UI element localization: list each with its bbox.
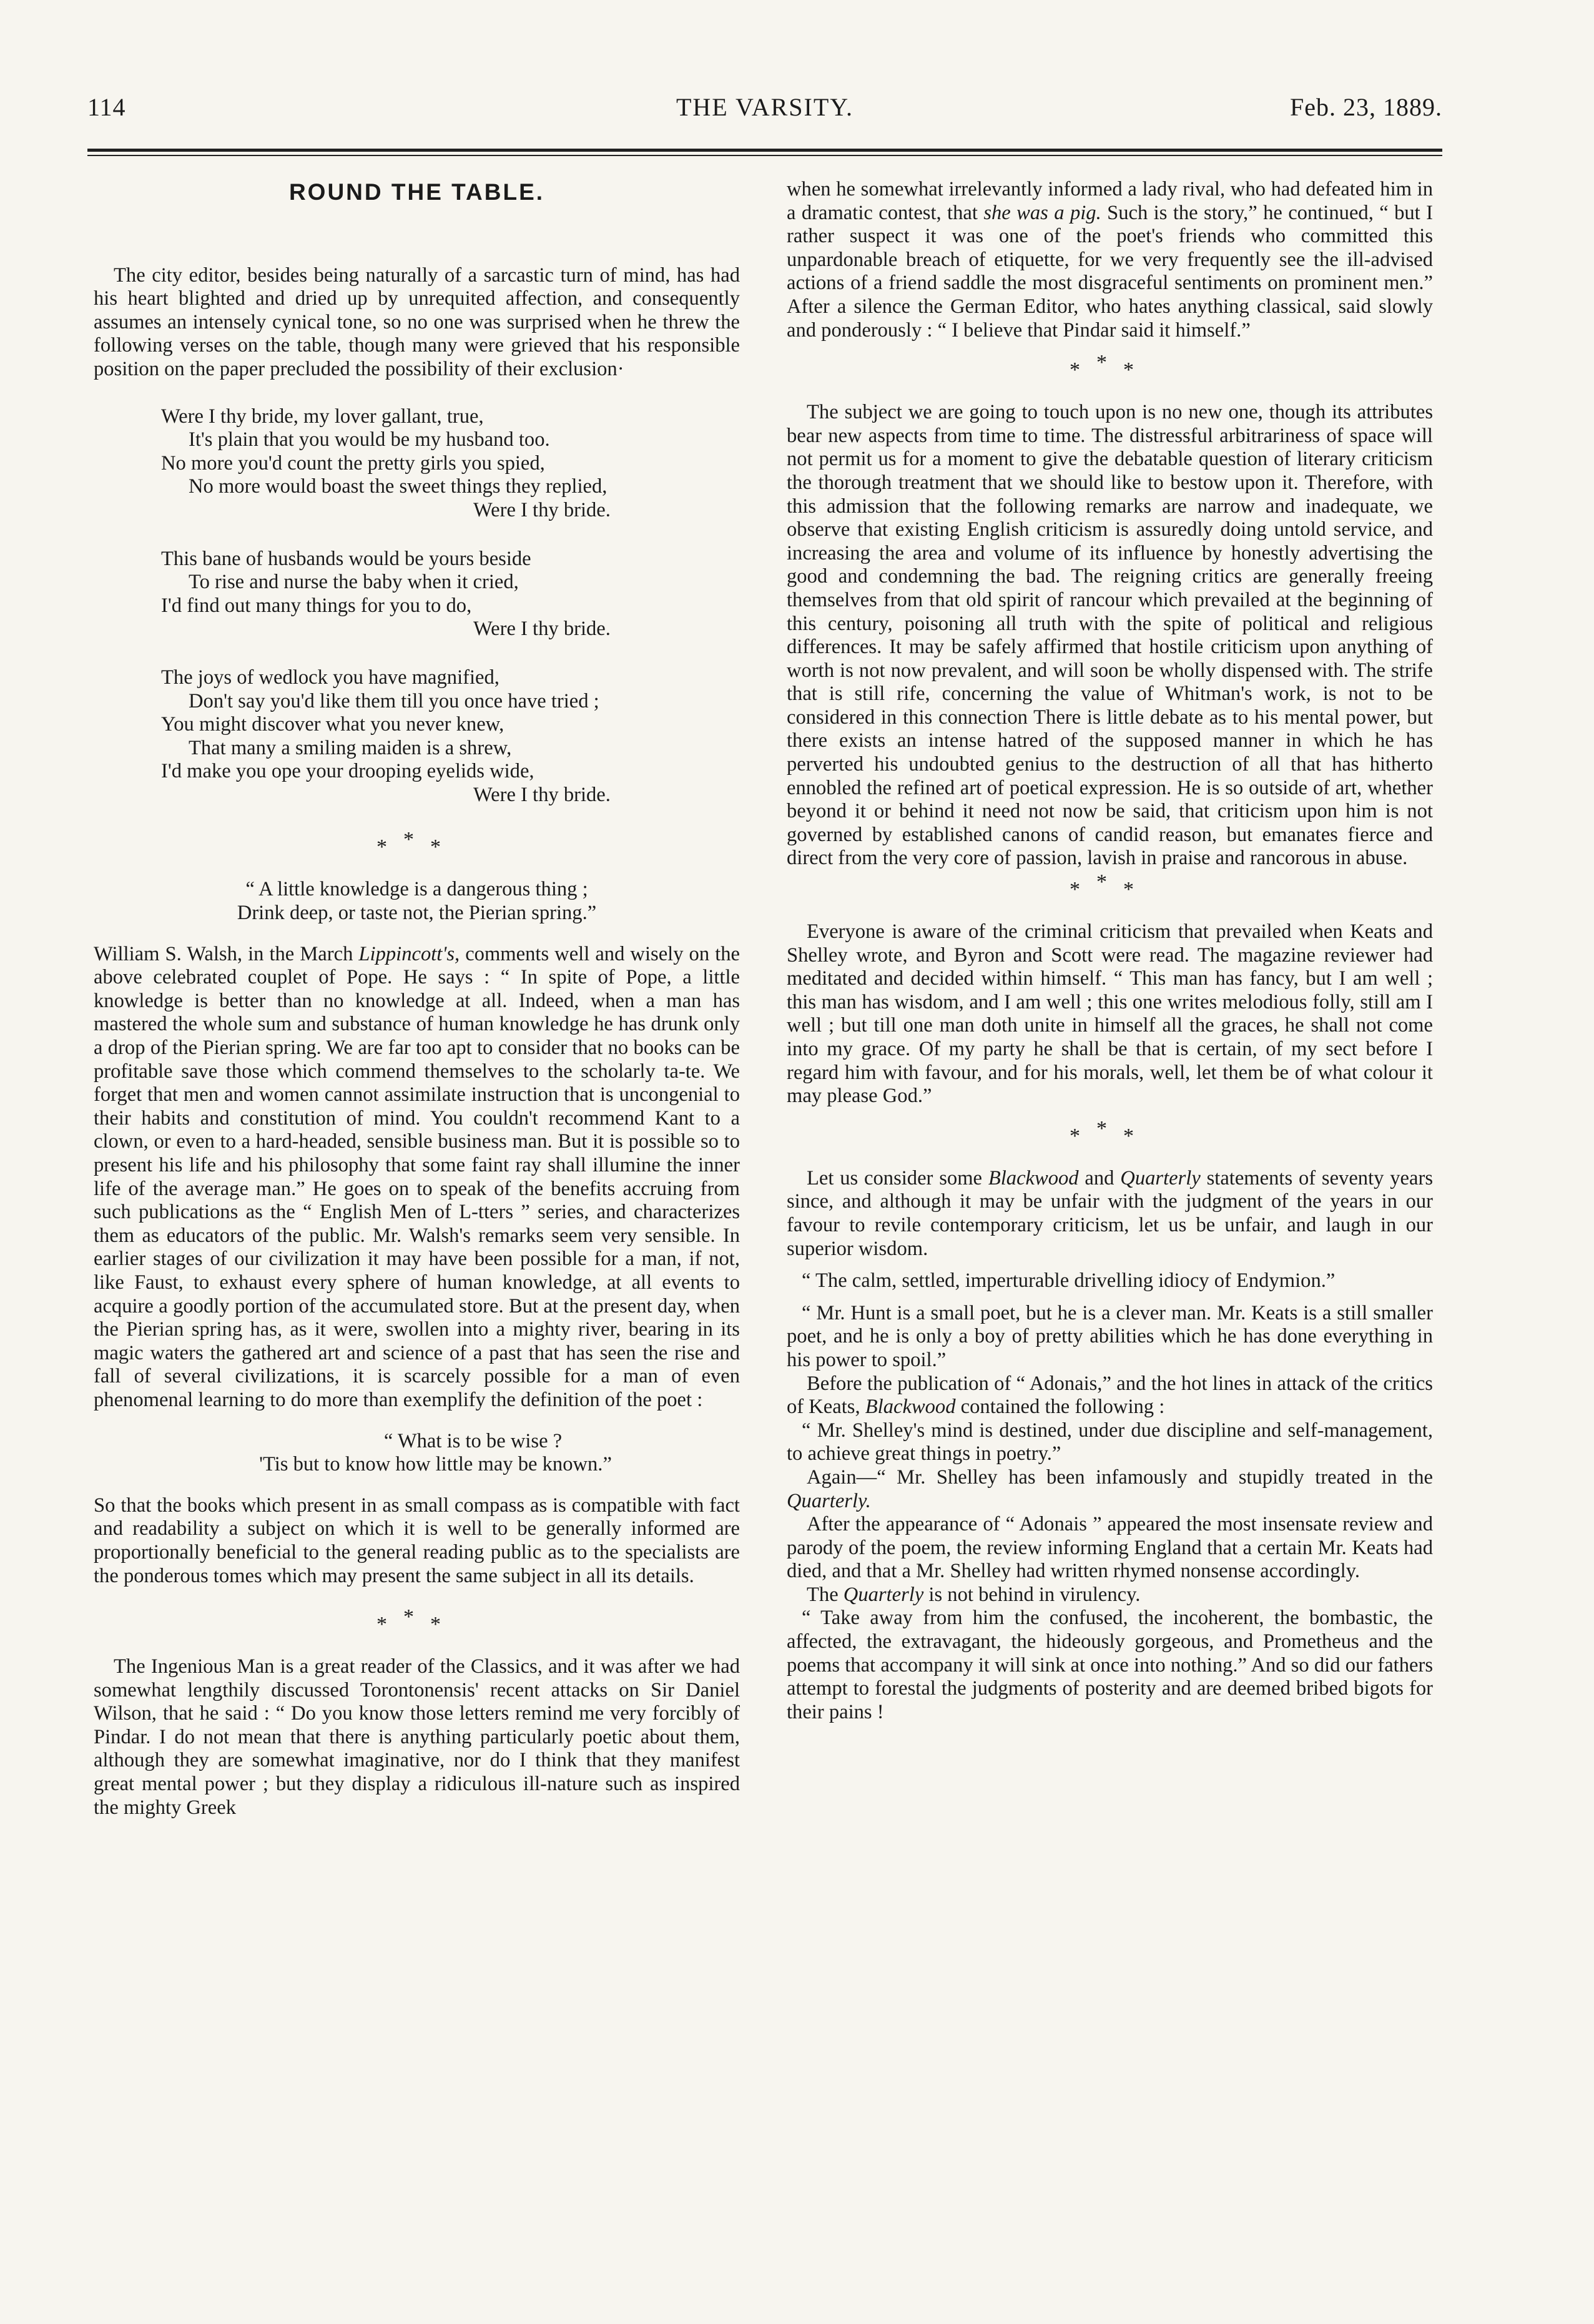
poem: [161, 405, 740, 807]
poem-line: Were I thy bride, my lover gallant, true,: [161, 405, 484, 428]
poem-line: I'd make you ope your drooping eyelids wide,: [161, 760, 534, 783]
poem-line: No more you'd count the pretty girls you spied,: [161, 451, 545, 475]
magazine-name: Lippincott's,: [358, 942, 460, 965]
poem-refrain: Were I thy bride.: [473, 618, 611, 641]
section-divider-stars: ***: [376, 828, 457, 859]
quote-line: “ What is to be wise ?: [383, 1429, 563, 1452]
poem-line: To rise and nurse the baby when it cried,: [189, 571, 519, 594]
newspaper-title: THE VARSITY.: [676, 93, 854, 121]
section-heading: ROUND THE TABLE.: [288, 179, 545, 205]
poem-line: That many a smiling maiden is a shrew,: [189, 736, 512, 759]
poem-line: The joys of wedlock you have magnified,: [161, 666, 499, 689]
poem-stanza-3: [161, 666, 740, 807]
paragraph-keats-shelley: Everyone is aware of the criminal criticism that prevailed when Keats and Shelley wrote, and Byron and Scott were read. The magazine reviewer had meditated and decided within himself. “ This man has fancy, but I am well ; this man has wisdom, and I am well ; this one writes melodious folly, still am I well ; but till one man doth unite in himself all the graces, he shall not come into my grace. Of my party he shall be that is certain, of my sect before I regard him with favour, and for his morals, well, let them be of what colour it may please God.”: [787, 920, 1433, 1108]
quote-hunt-keats: “ Mr. Hunt is a small poet, but he is a clever man. Mr. Keats is a still smaller poet, and he is only a boy of pretty abilities which he has done everything in his power to spoil.”: [787, 1301, 1433, 1371]
quote-again: Again—“ Mr. Shelley has been infamously and stupidly treated in the Quarterly.: [787, 1465, 1433, 1512]
paragraph-adonais: Before the publication of “ Adonais,” and the hot lines in attack of the critics of Keats, Blackwood contained the following :: [787, 1372, 1433, 1419]
poem-line: This bane of husbands would be yours beside: [161, 547, 531, 570]
quote-endymion: “ The calm, settled, imperturable drivelling idiocy of Endymion.”: [802, 1269, 1336, 1292]
pope-couplet: [94, 878, 740, 925]
poem-line: I'd find out many things for you to do,: [161, 594, 472, 617]
right-column: [787, 178, 1433, 1724]
paragraph-books: So that the books which present in as small compass as is compatible with fact and readability a subject on which it is well to be generally informed are proportionally beneficial to the general reading public as to the specialists are the ponderous tomes which may present the same subject in all its details.: [94, 1494, 740, 1587]
poem-line: It's plain that you would be my husband too.: [189, 428, 550, 451]
left-column: [94, 178, 740, 1819]
paragraph-ingenious-man: The Ingenious Man is a great reader of the Classics, and it was after we had somewhat lengthily discussed Torontonensis' recent attacks on Sir Daniel Wilson, that he said : “ Do you know those letters remind me very forcibly of Pindar. I do not mean that there is anything particularly poetic about them, although they are somewhat imaginative, nor do I think that they manifest great mental power ; but they display a ridiculous ill-nature such as inspired the mighty Greek: [94, 1655, 740, 1819]
page-number: 114: [87, 93, 126, 121]
poem-stanza-1: [161, 405, 740, 523]
paragraph-walsh: William S. Walsh, in the March Lippincott's, comments well and wisely on the above celebrated couplet of Pope. He says : “ In spite of Pope, a little knowledge is better than no knowledge at all. Indeed, when a man has mastered the whole sum and substance of human knowledge he has drunk only a drop of the Pierian spring. We are far too apt to consider that no books can be profitable save those which commend themselves to the scholarly ta-te. We forget that men and women cannot assimilate instruction that is uncongenial to their habits and constitution of mind. You couldn't recommend Kant to a clown, or even to a hard-headed, sensible business man. But it is possible so to present his life and his philosophy that some faint ray shall illumine the inner life of the average man.” He goes on to speak of the benefits accruing from such publications as the “ English Men of L-tters ” series, and characterizes them as educators of the public. Mr. Walsh's remarks seem very sensible. In earlier stages of our civilization it may have been possible for a man, if not, like Faust, to exhaust every sphere of human knowledge, at all events to acquire a goodly portion of the accumulated store. But at the present day, when the Pierian spring has, as it were, swollen into a mighty river, bearing in its magic waters the gathered art and science of a past that has seen the rise and fall of several civilizations, it is scarcely possible for a man of even phenomenal learning to do more than exemplify the definition of the poet :: [94, 942, 740, 1411]
poem-stanza-2: [161, 548, 740, 641]
quote-line: “ A little knowledge is a dangerous thing ;: [245, 878, 588, 901]
header-rule-thick: [87, 149, 1442, 152]
issue-date: Feb. 23, 1889.: [1290, 93, 1442, 121]
quote-shelley-mind: “ Mr. Shelley's mind is destined, under due discipline and self-management, to achieve great things in poetry.”: [787, 1419, 1433, 1465]
paragraph-pindar: when he somewhat irrelevantly informed a lady rival, who had defeated him in a dramatic contest, that she was a pig. Such is the story,” he continued, “ but I rather suspect it was one of the poet's friends who committed this unpardonable breach of etiquette, for we very frequently see the ill-advised actions of a friend saddle the most disgraceful sentiments on prominent men.” After a silence the German Editor, who hates anything classical, said slowly and ponderously : “ I believe that Pindar said it himself.”: [787, 178, 1433, 342]
section-divider-stars: ***: [376, 1605, 457, 1637]
poem-refrain: Were I thy bride.: [473, 498, 611, 521]
quote-prometheus: “ Take away from him the confused, the incoherent, the bombastic, the affected, the extravagant, the hideously gorgeous, and Prometheus and the poems that accompany it will sink at once into nothing.” And so did our fathers attempt to forestal the judgments of posterity and are deemed bribed bigots for their pains !: [787, 1607, 1433, 1723]
paragraph-parody: After the appearance of “ Adonais ” appeared the most insensate review and parody of the poem, the review informing England that a certain Mr. Keats had died, and that a Mr. Shelley had written rhymed nonsense accordingly.: [787, 1513, 1433, 1583]
poem-line: Don't say you'd like them till you once have tried ;: [189, 689, 599, 712]
paragraph-criticism: The subject we are going to touch upon is no new one, though its attributes bear new aspects from time to time. The distressful arbitrariness of space will not permit us for a moment to give the debatable question of literary criticism the thorough treatment that we should like to bestow upon it. Therefore, with this admission that the following remarks are narrow and inadequate, we observe that existing English criticism is assuredly doing untold service, and increasing the area and volume of its influence by honestly advertising the good and condemning the bad. The reigning critics are generally freeing themselves from that old spirit of rancour which prevailed at the beginning of this century, poisoning all truth with the spite of political and religious differences. It may be safely affirmed that hostile criticism upon anything of worth is not now prevalent, and will soon be wholly dispensed with. The strife that is still rife, concerning the value of Whitman's work, is not to be considered in this connection There is little debate as to his mental power, but there exists an intense hatred of the supposed manner in which he has perverted his undoubted genius to the destruction of all that has hitherto ennobled the refined art of poetical expression. He is so outside of art, whether beyond it or behind it need not now be said, that criticism upon him is not governed by established canons of candid reason, but emanates fierce and direct from the very core of passion, lavish in praise and rancorous in abuse.: [787, 401, 1433, 870]
section-divider-stars: ***: [1070, 351, 1150, 382]
section-divider-stars: ***: [1070, 870, 1150, 902]
section-divider-stars: ***: [1070, 1116, 1150, 1148]
poet-quote: [94, 1430, 740, 1477]
poem-line: No more would boast the sweet things they replied,: [189, 475, 608, 498]
quote-line: 'Tis but to know how little may be known.”: [259, 1453, 612, 1476]
poem-refrain: Were I thy bride.: [473, 783, 611, 806]
header-rule-thin: [87, 155, 1442, 156]
quote-line: Drink deep, or taste not, the Pierian spring.”: [237, 902, 597, 925]
page-header: [87, 92, 1442, 136]
poem-line: You might discover what you never knew,: [161, 713, 504, 736]
paragraph-city-editor: The city editor, besides being naturally of a sarcastic turn of mind, has had his heart blighted and dried up by unrequited affection, and consequently assumes an intensely cynical tone, so no one was surprised when he threw the following verses on the table, though many were grieved that his responsible position on the paper precluded the possibility of their exclusion·: [94, 263, 740, 380]
paragraph-quarterly: The Quarterly is not behind in virulency.: [807, 1583, 1141, 1606]
paragraph-blackwood-quarterly: Let us consider some Blackwood and Quarterly statements of seventy years since, and although it may be unfair with the judgment of the years in our favour to revile contemporary criticism, let us be unfair, and laugh in our superior wisdom.: [787, 1166, 1433, 1260]
